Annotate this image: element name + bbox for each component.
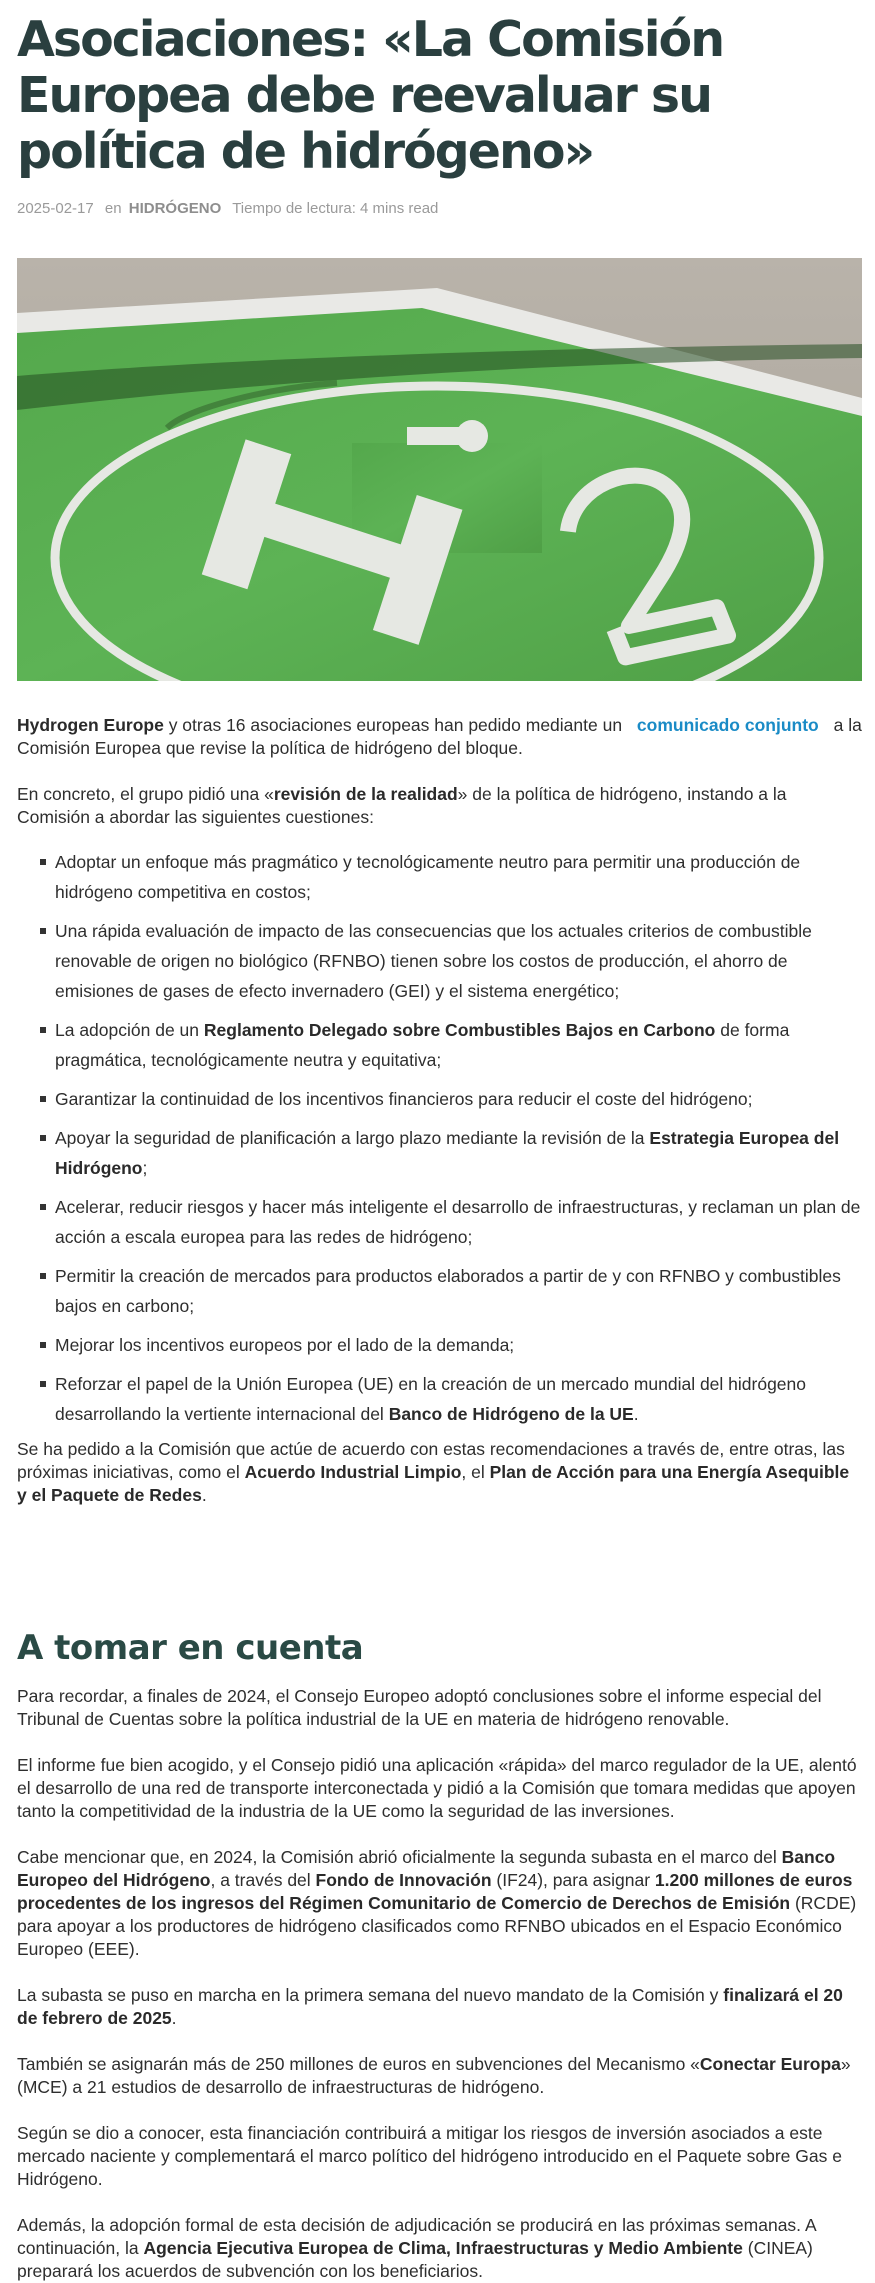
article-title: Asociaciones: «La Comisión Europea debe reevaluar su política de hidrógeno»	[17, 11, 724, 180]
para-text: (IF24), para asignar	[491, 1870, 655, 1890]
item-text: Reforzar el papel de la Unión Europea (UE) en la creación de un mercado mundial del hidrógeno desarrollando la vertiente internacional del	[55, 1374, 807, 1424]
para-text: , a través del	[210, 1870, 316, 1890]
intro-paragraph	[17, 714, 862, 760]
para-text: También se asignarán más de 250 millones de euros en subvenciones del Mecanismo «	[17, 2054, 700, 2074]
closing-paragraph	[17, 1438, 862, 1507]
list-item	[17, 1123, 862, 1183]
list-item: Mejorar los incentivos europeos por el lado de la demanda;	[17, 1330, 862, 1360]
item-bold: Reglamento Delegado sobre Combustibles Bajos en Carbono	[203, 1020, 716, 1040]
item-text: de forma pragmática, tecnológicamente neutra y equitativa;	[55, 1020, 790, 1070]
section-heading: A tomar en cuenta	[17, 1628, 364, 1668]
section-paragraph: Para recordar, a finales de 2024, el Consejo Europeo adoptó conclusiones sobre el informe especial del Tribunal de Cuentas sobre la política industrial de la UE en materia de hidrógeno renovable.	[17, 1686, 822, 1729]
para-bold: Banco Europeo del Hidrógeno	[17, 1847, 836, 1890]
joint-statement-link[interactable]: comunicado conjunto	[636, 715, 819, 735]
closing-text-2: , el	[461, 1462, 490, 1482]
reading-time: Tiempo de lectura: 4 mins read	[232, 200, 439, 217]
section-paragraph: Según se dio a conocer, esta financiación contribuirá a mitigar los riesgos de inversión asociados a este mercado naciente y complementará el marco político del hidrógeno introducido en el Paquete sobre Gas e Hidrógeno.	[17, 2123, 842, 2189]
para-text: Cabe mencionar que, en 2024, la Comisión abrió oficialmente la segunda subasta en el marco del	[17, 1847, 782, 1867]
section-paragraph	[17, 2053, 862, 2099]
para-text: (CINEA) preparará los acuerdos de subvención con los beneficiarios.	[17, 2238, 813, 2281]
item-text: Apoyar la seguridad de planificación a largo plazo mediante la revisión de la	[55, 1128, 650, 1148]
org-name: Hydrogen Europe	[17, 715, 164, 735]
para-bold: Agencia Ejecutiva Europea de Clima, Infraestructuras y Medio Ambiente	[143, 2238, 743, 2258]
item-bold: Banco de Hidrógeno de la UE	[388, 1404, 634, 1424]
recommendation-list	[17, 847, 862, 1429]
list-item: Una rápida evaluación de impacto de las consecuencias que los actuales criterios de combustible renovable de origen no biológico (RFNBO) tienen sobre los costos de producción, el ahorro de emisiones de gases de efecto invernadero (GEI) y el sistema energético;	[17, 916, 862, 1006]
list-item	[17, 1369, 862, 1429]
para-bold: 1.200 millones de euros procedentes de los ingresos del Régimen Comunitario de Comercio de Derechos de Emisión	[17, 1870, 853, 1913]
category-link[interactable]: HIDRÓGENO	[128, 200, 222, 217]
para-text: .	[171, 2008, 177, 2028]
para-text: » (MCE) a 21 estudios de desarrollo de infraestructuras de hidrógeno.	[17, 2054, 851, 2097]
hero-image	[17, 258, 862, 681]
request-text-2: » de la política de hidrógeno, instando a la Comisión a abordar las siguientes cuestiones:	[17, 784, 787, 827]
closing-bold-2: Plan de Acción para una Energía Asequible y el Paquete de Redes	[17, 1462, 850, 1505]
article	[17, 0, 862, 2283]
section-paragraph: El informe fue bien acogido, y el Consejo pidió una aplicación «rápida» del marco regulador de la UE, alentó el desarrollo de una red de transporte interconectada y pidió a la Comisión que tomara medidas que apoyen tanto la competitividad de la industria de la UE como la seguridad de las inversiones.	[17, 1755, 857, 1821]
list-item: Garantizar la continuidad de los incentivos financieros para reducir el coste del hidrógeno;	[17, 1084, 862, 1114]
intro-text-2: a la Comisión Europea que revise la política de hidrógeno del bloque.	[17, 715, 862, 758]
request-paragraph	[17, 783, 862, 829]
intro-text-1: y otras 16 asociaciones europeas han pedido mediante un	[163, 715, 627, 735]
para-text: La subasta se puso en marcha en la primera semana del nuevo mandato de la Comisión y	[17, 1985, 724, 2005]
closing-text-3: .	[201, 1485, 207, 1505]
closing-bold-1: Acuerdo Industrial Limpio	[244, 1462, 462, 1482]
category-prefix: en	[104, 200, 122, 217]
request-bold: revisión de la realidad	[273, 784, 458, 804]
item-text: La adopción de un	[55, 1020, 204, 1040]
para-bold: finalizará el 20 de febrero de 2025	[17, 1985, 843, 2028]
article-meta	[17, 200, 862, 222]
list-item	[17, 1015, 862, 1075]
section-paragraph	[17, 1984, 862, 2030]
para-text: (RCDE) para apoyar a los productores de hidrógeno clasificados como RFNBO ubicados en el Espacio Económico Europeo (EEE).	[17, 1893, 857, 1959]
para-bold: Fondo de Innovación	[315, 1870, 492, 1890]
publish-date: 2025-02-17	[17, 200, 94, 217]
item-text: ;	[142, 1158, 148, 1178]
item-bold: Estrategia Europea del Hidrógeno	[55, 1128, 840, 1178]
para-text: Además, la adopción formal de esta decisión de adjudicación se producirá en las próximas semanas. A continuación, la	[17, 2215, 816, 2258]
closing-text-1: Se ha pedido a la Comisión que actúe de acuerdo con estas recomendaciones a través de, entre otras, las próximas iniciativas, como el	[17, 1439, 845, 1482]
list-item: Permitir la creación de mercados para productos elaborados a partir de y con RFNBO y combustibles bajos en carbono;	[17, 1261, 862, 1321]
section-paragraph	[17, 1846, 862, 1961]
item-text: .	[633, 1404, 639, 1424]
list-item: Adoptar un enfoque más pragmático y tecnológicamente neutro para permitir una producción de hidrógeno competitiva en costos;	[17, 847, 862, 907]
request-text-1: En concreto, el grupo pidió una «	[17, 784, 274, 804]
para-bold: Conectar Europa	[699, 2054, 841, 2074]
section-paragraph	[17, 2214, 862, 2283]
list-item: Acelerar, reducir riesgos y hacer más inteligente el desarrollo de infraestructuras, y reclaman un plan de acción a escala europea para las redes de hidrógeno;	[17, 1192, 862, 1252]
